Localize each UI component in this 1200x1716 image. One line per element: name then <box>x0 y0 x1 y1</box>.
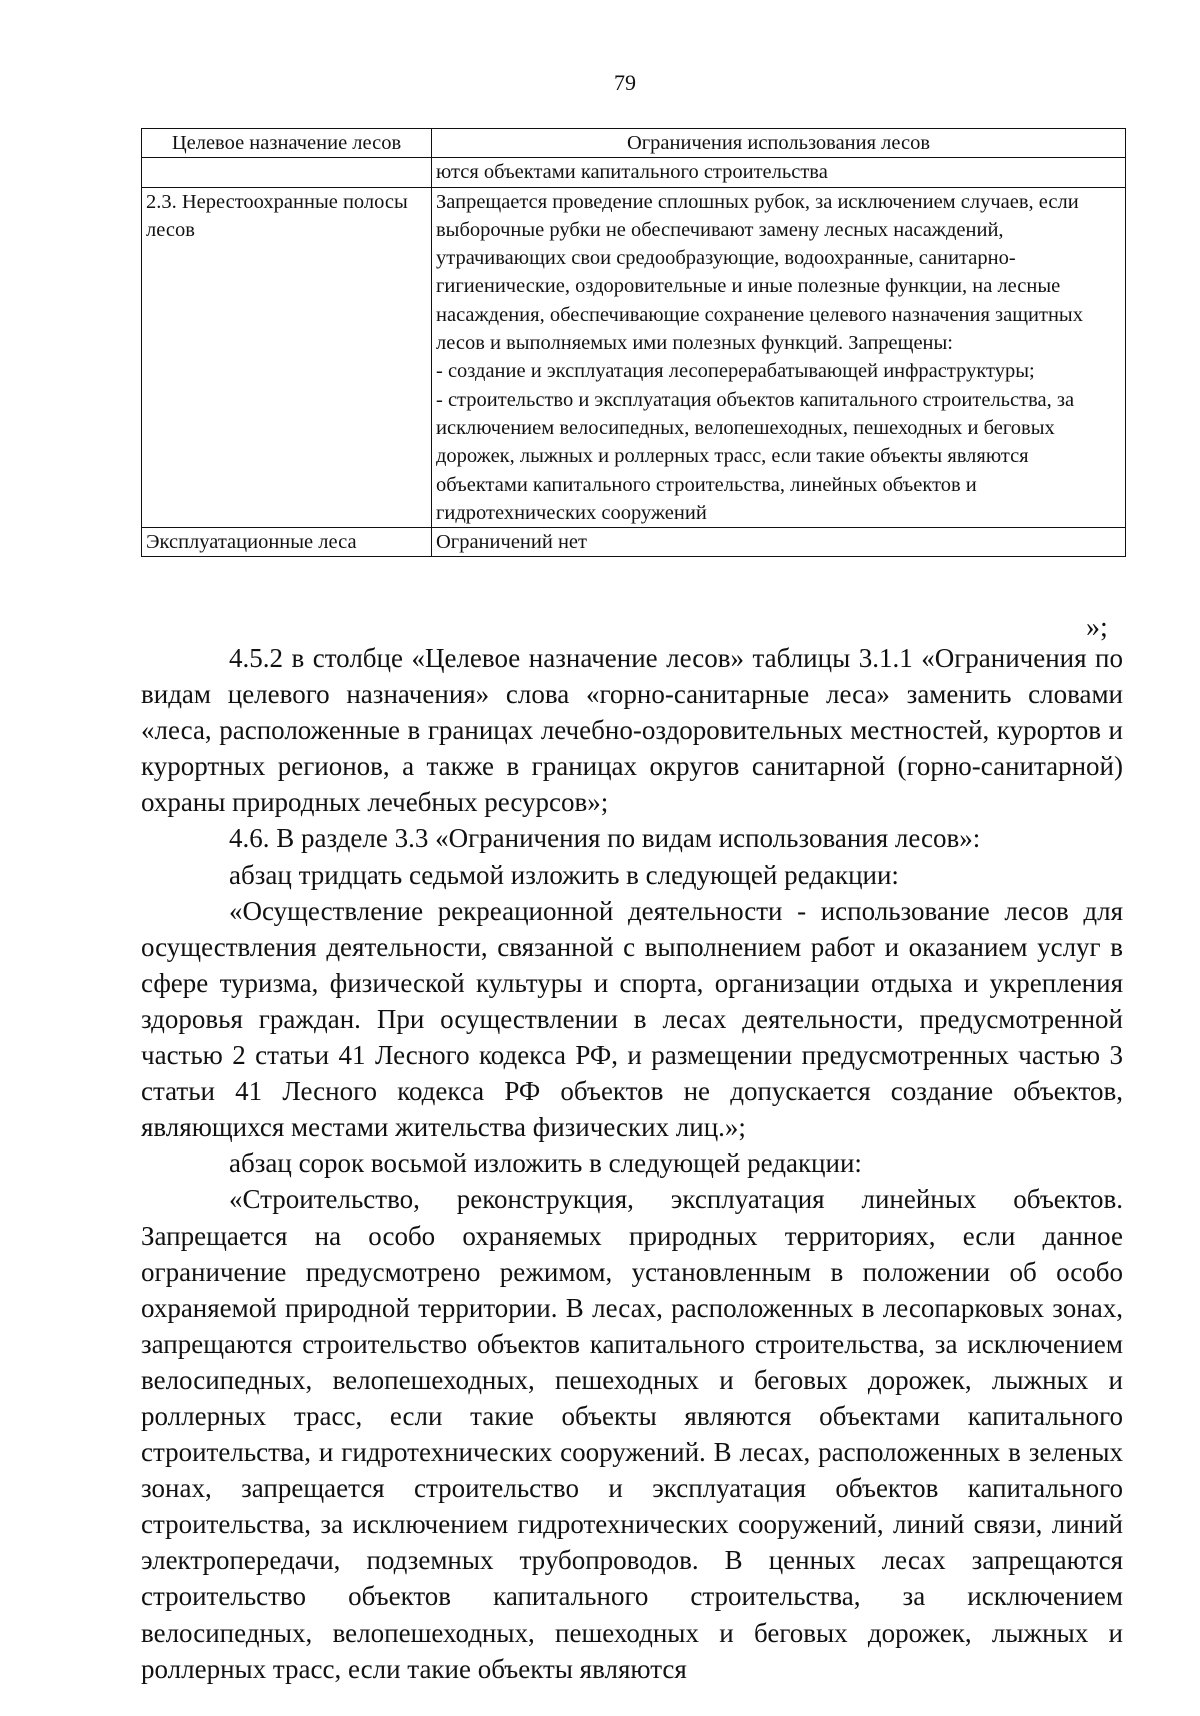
header-purpose: Целевое назначение лесов <box>142 129 432 158</box>
table-header-row <box>142 129 1126 158</box>
cell-purpose <box>142 158 432 187</box>
table-row <box>142 187 1126 528</box>
header-restrictions: Ограничения использования лесов <box>432 129 1126 158</box>
cell-purpose: Эксплуатационные леса <box>142 528 432 557</box>
forest-restrictions-table <box>141 128 1126 557</box>
page-number: 79 <box>614 70 636 95</box>
restriction-list-item: - строительство и эксплуатация объектов капитального строительства, за исключением велосипедных, велопешеходных, пешеходных и беговых дорожек, лыжных и роллерных трасс, если такие объекты являются объектами капитального строительства, линейных объектов и гидротехнических сооружений <box>436 388 1075 524</box>
paragraph: «Строительство, реконструкция, эксплуатация линейных объектов. Запрещается на особо охраняемых природных территориях, если данное ограничение предусмотрено режимом, установленным в положении об особо охраняемой природной территории. В лесах, расположенных в лесопарковых зонах, запрещаются строительство объектов капитального строительства, за исключением велосипедных, велопешеходных, пешеходных и беговых дорожек, лыжных и роллерных трасс, если такие объекты являются объектами капитального строительства, и гидротехнических сооружений. В лесах, расположенных в зеленых зонах, запрещается строительство и эксплуатация объектов капитального строительства, за исключением гидротехнических сооружений, линий связи, линий электропередачи, подземных трубопроводов. В ценных лесах запрещаются строительство объектов капитального строительства, за исключением велосипедных, велопешеходных, пешеходных и беговых дорожек, лыжных и роллерных трасс, если такие объекты являются <box>141 1184 1123 1684</box>
paragraph: 4.5.2 в столбце «Целевое назначение лесов» таблицы 3.1.1 «Ограничения по видам целевого назначения» слова «горно-санитарные леса» заменить словами «леса, расположенные в границах лечебно-оздоровительных местностей, курортов и курортных регионов, а также в границах округов санитарной (горно-санитарной) охраны природных лечебных ресурсов»; <box>141 643 1123 818</box>
amendment-text <box>141 640 1123 1687</box>
restriction-list-item: - создание и эксплуатация лесоперерабатывающей инфраструктуры; <box>436 360 1035 383</box>
paragraph: «Осуществление рекреационной деятельности - использование лесов для осуществления деятельности, связанной с выполнением работ и оказанием услуг в сфере туризма, физической культуры и спорта, организации отдыха и укрепления здоровья граждан. При осуществлении в лесах деятельности, предусмотренной частью 2 статьи 41 Лесного кодекса РФ, и размещении предусмотренных частью 3 статьи 41 Лесного кодекса РФ объектов не допускается создание объектов, являющихся местами жительства физических лиц.»; <box>141 895 1123 1143</box>
cell-restriction: ются объектами капитального строительства <box>432 158 1126 187</box>
paragraph: абзац сорок восьмой изложить в следующей редакции: <box>229 1148 862 1179</box>
cell-restriction: Ограничений нет <box>432 528 1126 557</box>
paragraph: абзац тридцать седьмой изложить в следующей редакции: <box>229 859 899 890</box>
cell-restriction <box>432 187 1126 528</box>
closing-quote: »; <box>1086 612 1108 643</box>
paragraph: 4.6. В разделе 3.3 «Ограничения по видам использования лесов»: <box>229 823 981 854</box>
restriction-text: Запрещается проведение сплошных рубок, за исключением случаев, если выборочные рубки не обеспечивают замену лесных насаждений, утрачивающих свои средообразующие, водоохранные, санитарно-гигиенические, оздоровительные и иные полезные функции, на лесные насаждения, обеспечивающие сохранение целевого назначения защитных лесов и выполняемых ими полезных функций. Запрещены: <box>436 190 1083 355</box>
table-row <box>142 158 1126 187</box>
table-row <box>142 528 1126 557</box>
cell-purpose: 2.3. Нерестоохранные полосы лесов <box>142 187 432 528</box>
